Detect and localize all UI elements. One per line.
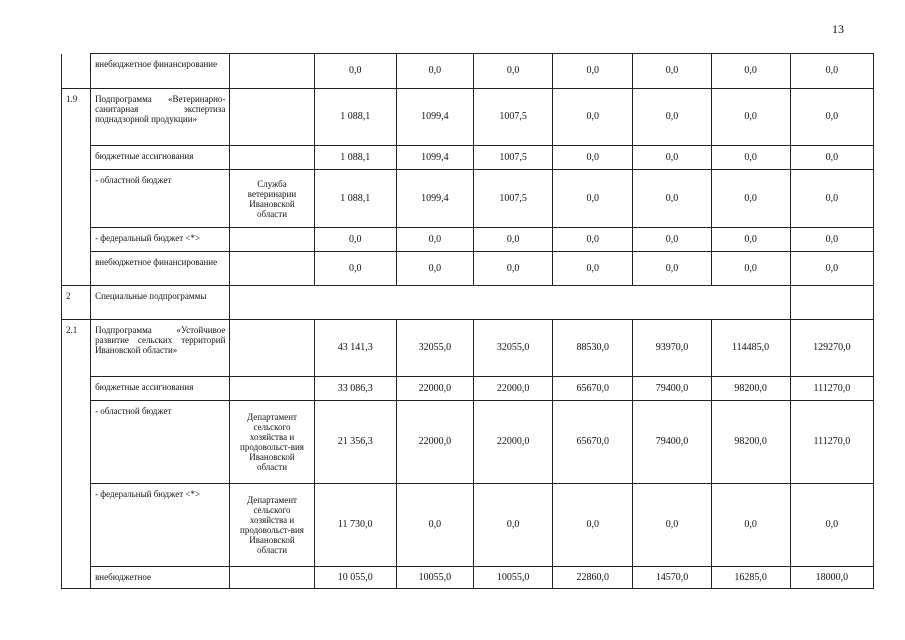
table-row — [62, 484, 874, 567]
value-cell: 0,0 — [633, 484, 711, 567]
value-cell: 98200,0 — [711, 401, 790, 484]
value-cell: 0,0 — [790, 54, 873, 89]
row-index — [62, 377, 91, 401]
value-cell: 1007,5 — [473, 89, 552, 146]
row-name: Подпрограмма «Ветеринарно-санитарная экспертиза поднадзорной продукции» — [91, 89, 230, 146]
value-cell: 14570,0 — [633, 567, 711, 589]
row-name: бюджетные ассигнования — [91, 146, 230, 170]
row-executor — [230, 320, 314, 377]
value-cell: 32055,0 — [396, 320, 473, 377]
value-cell: 0,0 — [790, 170, 873, 228]
value-cell: 111270,0 — [790, 377, 873, 401]
row-name: - областной бюджет — [91, 170, 230, 228]
value-cell: 0,0 — [396, 252, 473, 286]
value-cell: 0,0 — [473, 252, 552, 286]
value-cell: 0,0 — [790, 252, 873, 286]
value-cell: 0,0 — [633, 146, 711, 170]
table-row — [62, 252, 874, 286]
value-cell: 1 088,1 — [314, 89, 396, 146]
row-executor — [230, 252, 314, 286]
row-executor — [230, 89, 314, 146]
value-cell: 0,0 — [633, 54, 711, 89]
table-row — [62, 228, 874, 252]
row-index — [62, 228, 91, 252]
row-executor — [230, 377, 314, 401]
section-empty-cell — [790, 286, 873, 320]
row-executor — [230, 146, 314, 170]
value-cell: 1 088,1 — [314, 170, 396, 228]
value-cell: 0,0 — [553, 89, 633, 146]
value-cell: 22860,0 — [553, 567, 633, 589]
value-cell: 16285,0 — [711, 567, 790, 589]
value-cell: 79400,0 — [633, 377, 711, 401]
section-empty-cell — [230, 286, 790, 320]
row-executor — [230, 567, 314, 589]
value-cell: 0,0 — [553, 54, 633, 89]
value-cell: 0,0 — [553, 170, 633, 228]
table-row — [62, 377, 874, 401]
value-cell: 0,0 — [790, 89, 873, 146]
value-cell: 1 088,1 — [314, 146, 396, 170]
row-index — [62, 401, 91, 484]
value-cell: 79400,0 — [633, 401, 711, 484]
value-cell: 0,0 — [473, 54, 552, 89]
row-name: внебюджетное — [91, 567, 230, 589]
table-row — [62, 401, 874, 484]
value-cell: 93970,0 — [633, 320, 711, 377]
table-row — [62, 170, 874, 228]
value-cell: 0,0 — [553, 228, 633, 252]
value-cell: 0,0 — [711, 228, 790, 252]
value-cell: 0,0 — [633, 228, 711, 252]
row-index: 2.1 — [62, 320, 91, 377]
value-cell: 0,0 — [633, 252, 711, 286]
row-index — [62, 484, 91, 567]
row-name: - областной бюджет — [91, 401, 230, 484]
value-cell: 114485,0 — [711, 320, 790, 377]
value-cell: 0,0 — [473, 228, 552, 252]
value-cell: 1099,4 — [396, 146, 473, 170]
value-cell: 65670,0 — [553, 377, 633, 401]
value-cell: 1007,5 — [473, 146, 552, 170]
value-cell: 0,0 — [711, 89, 790, 146]
row-index — [62, 252, 91, 286]
value-cell: 0,0 — [633, 170, 711, 228]
value-cell: 0,0 — [314, 252, 396, 286]
value-cell: 22000,0 — [396, 401, 473, 484]
row-index — [62, 146, 91, 170]
row-index — [62, 567, 91, 589]
row-index: 1.9 — [62, 89, 91, 146]
value-cell: 0,0 — [396, 484, 473, 567]
table-row — [62, 320, 874, 377]
value-cell: 21 356,3 — [314, 401, 396, 484]
value-cell: 0,0 — [314, 228, 396, 252]
value-cell: 88530,0 — [553, 320, 633, 377]
section-row — [62, 286, 874, 320]
page-number: 13 — [832, 22, 844, 36]
value-cell: 0,0 — [314, 54, 396, 89]
row-executor: Служба ветеринарии Ивановской области — [230, 170, 314, 228]
value-cell: 0,0 — [553, 146, 633, 170]
funding-table — [61, 53, 874, 589]
value-cell: 1099,4 — [396, 89, 473, 146]
row-name: Подпрограмма «Устойчивое развитие сельских территорий Ивановской области» — [91, 320, 230, 377]
value-cell: 33 086,3 — [314, 377, 396, 401]
value-cell: 22000,0 — [473, 401, 552, 484]
row-name: внебюджетное финансирование — [91, 54, 230, 89]
row-index — [62, 54, 91, 89]
value-cell: 0,0 — [711, 54, 790, 89]
value-cell: 0,0 — [553, 252, 633, 286]
row-index: 2 — [62, 286, 91, 320]
value-cell: 32055,0 — [473, 320, 552, 377]
row-executor — [230, 228, 314, 252]
table-row — [62, 89, 874, 146]
table-row — [62, 567, 874, 589]
row-name: Специальные подпрограммы — [91, 286, 230, 320]
value-cell: 22000,0 — [473, 377, 552, 401]
value-cell: 0,0 — [396, 228, 473, 252]
value-cell: 1007,5 — [473, 170, 552, 228]
value-cell: 10055,0 — [396, 567, 473, 589]
value-cell: 0,0 — [396, 54, 473, 89]
value-cell: 129270,0 — [790, 320, 873, 377]
value-cell: 0,0 — [790, 228, 873, 252]
row-name: - федеральный бюджет <*> — [91, 484, 230, 567]
row-name: - федеральный бюджет <*> — [91, 228, 230, 252]
value-cell: 0,0 — [633, 89, 711, 146]
value-cell: 0,0 — [790, 484, 873, 567]
row-name: внебюджетное финансирование — [91, 252, 230, 286]
value-cell: 22000,0 — [396, 377, 473, 401]
value-cell: 10055,0 — [473, 567, 552, 589]
value-cell: 0,0 — [553, 484, 633, 567]
value-cell: 0,0 — [711, 170, 790, 228]
value-cell: 0,0 — [711, 484, 790, 567]
row-executor — [230, 54, 314, 89]
row-executor: Департамент сельского хозяйства и продовольст-вия Ивановской области — [230, 401, 314, 484]
value-cell: 1099,4 — [396, 170, 473, 228]
value-cell: 111270,0 — [790, 401, 873, 484]
row-name: бюджетные ассигнования — [91, 377, 230, 401]
value-cell: 0,0 — [711, 146, 790, 170]
value-cell: 0,0 — [711, 252, 790, 286]
row-executor: Департамент сельского хозяйства и продовольст-вия Ивановской области — [230, 484, 314, 567]
value-cell: 65670,0 — [553, 401, 633, 484]
value-cell: 43 141,3 — [314, 320, 396, 377]
value-cell: 11 730,0 — [314, 484, 396, 567]
value-cell: 10 055,0 — [314, 567, 396, 589]
value-cell: 98200,0 — [711, 377, 790, 401]
value-cell: 0,0 — [473, 484, 552, 567]
row-index — [62, 170, 91, 228]
table-row — [62, 54, 874, 89]
value-cell: 0,0 — [790, 146, 873, 170]
table-row — [62, 146, 874, 170]
value-cell: 18000,0 — [790, 567, 873, 589]
